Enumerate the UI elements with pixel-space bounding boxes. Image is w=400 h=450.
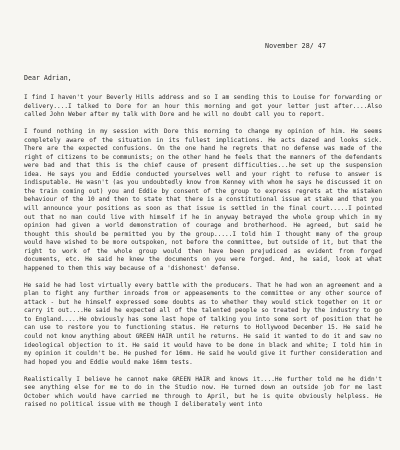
paragraph-1: I find I haven't your Beverly Hills address and so I am sending this to Louise for forwarding or delivery....I talked to Dore for an hour this morning and got your letter just after....Also called John Weber after my talk with Dore and he will no doubt call you to report.	[24, 94, 382, 119]
letter-body	[24, 94, 382, 418]
paragraph-3: He said he had lost virtually every battle with the producers. That he had won an agreement and a plan to fight any further inroads from or appeasements to the committee or any other source of attack - but he himself expressed some doubts as to whether they would stick together on it or carry it out....He said he expected all of the talented people so treated by the industry to go to England.....He obviously has some last hope of talking you into some sort of position that he can use to restore you to functioning status. He returns to Hollywood December 15. He said he could not know anything about GREEN HAIR until he returns. He said it wanted to do it and saw no ideological objection to it. He said it would have to be done in black and white; I told him in my opinion it couldn't be. He pushed for 16mm. He said he would give it further consideration and had hoped you and Eddie would make 16mm tests.	[24, 281, 382, 366]
letter-date: November 28/ 47	[265, 42, 327, 50]
paragraph-2: I found nothing in my session with Dore this morning to change my opinion of him. He seems completely aware of the situation in its fullest implications. He acts dazed and looks sick. There are the expected confusions. On the one hand he regrets that no defense was made of the right of citizens to be communists; on the other hand he feels that the manners of the defendants were bad and that this is the chief cause of present difficulties...he set up the suspension idea. He says you and Eddie conducted yourselves well and your right to refuse to answer is indisputable. He wasn't (as you undoubtedly know from Kenney with whom he says he discussed it on the train coming out) you and Eddie by consent of the group to express regrets at the mistaken behaviour of the 10 and then to state that there is a constitutional issue at stake and that you will announce your positions as soon as that issue is settled in the final court.....I pointed out that no man could live with himself if he in anyway betrayed the whole group which in my opinion had given a world demonstration of courage and brotherhood. He agreed, but said he thought this should be permitted you by the group.....I told him I thought many of the group would have wished to be more outspoken, not before the committee, but outside of it, but that the right to work of the whole group would then have been prejudiced as evident from forged documents, etc. He said he knew the documents on you were forged. And, he said, look at what happened to them this way because of a 'dishonest' defense.	[24, 128, 382, 272]
paragraph-4: Realistically I believe he cannot make GREEN HAIR and knows it....He further told me he didn't see anything else for me to do in the Studio now. He turned down an outside job for me last October which would have carried me through to April, but he is quite obviously helpless. He raised no political issue with me though I deliberately went into	[24, 375, 382, 409]
salutation: Dear Adrian,	[24, 74, 72, 82]
